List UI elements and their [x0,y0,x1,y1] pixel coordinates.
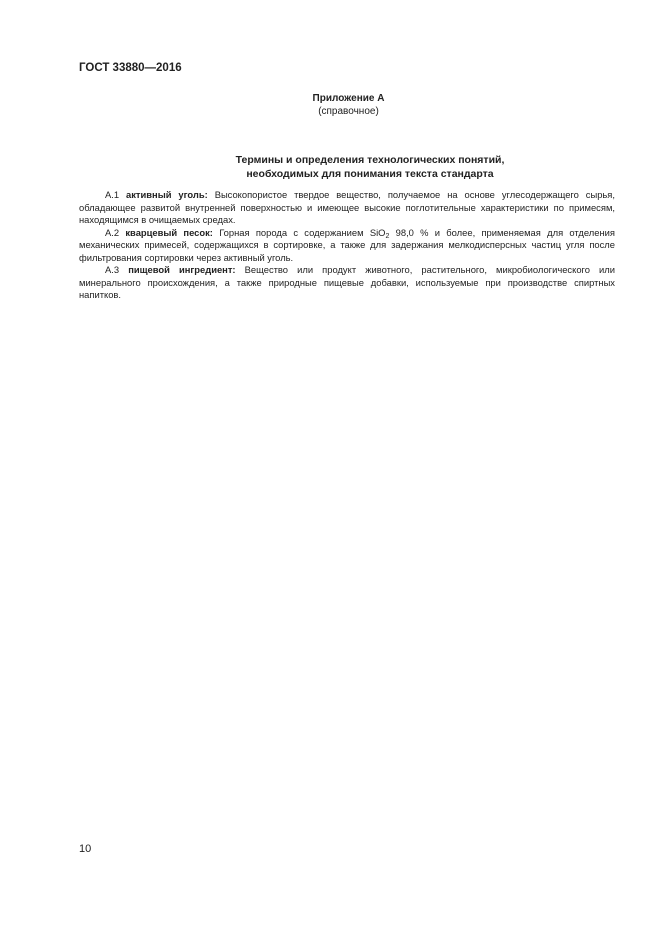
term-number: А.2 [105,226,120,238]
term-number: А.1 [105,189,120,200]
term-a3 [79,264,615,302]
term-a2 [79,227,615,265]
term-name: кварцевый песок: [125,226,213,238]
appendix-title: Приложение А [312,93,385,104]
page-number: 10 [79,843,92,855]
section-title [120,153,620,181]
term-definition: Высокопористое твердое вещество, получаемое на основе углесодержащего сырья, обладающее развитой внутренней поверхностью и имеющее высокие поглотительные характеристики по примесям, находящимся в очищаемых средах. [79,189,615,225]
term-definition: Вещество или продукт животного, растительного, микробиологического или минерального происхождения, а также природные пищевые добавки, используемые при производстве спиртных напитков. [79,264,616,300]
appendix-heading [0,92,661,118]
appendix-subtitle: (справочное) [318,106,379,117]
section-title-line-1: Термины и определения технологических понятий, [235,154,505,166]
section-title-line-2: необходимых для понимания текста стандарта [246,168,494,180]
standard-code: ГОСТ 33880—2016 [79,62,182,74]
term-definition-start: Горная порода с содержанием SiO [219,226,386,238]
term-name: пищевой ингредиент: [128,264,236,275]
term-number: А.3 [105,264,120,275]
subscript: 2 [385,232,390,240]
term-name: активный уголь: [126,189,208,200]
term-definition-end: 98,0 % и более, применяемая для отделения механических примесей, содержащихся в сортировке, а также для задержания мелкодисперсных частиц угля после фильтрования сортировки через активный уголь. [79,226,615,263]
terms-list [79,189,615,302]
term-a1 [79,189,615,227]
